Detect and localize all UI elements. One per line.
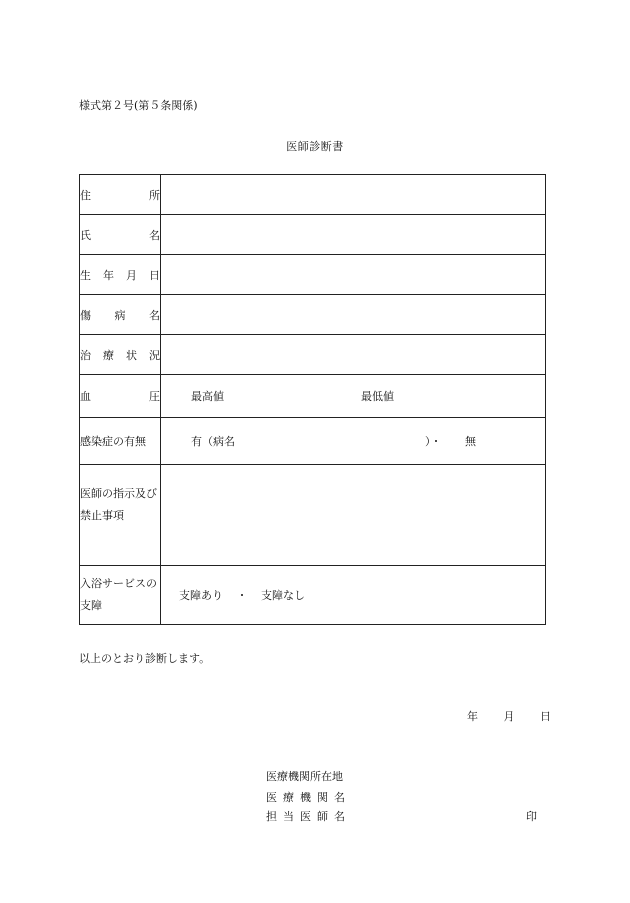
document-title: 医師診断書 (286, 140, 344, 153)
row-bathing (80, 566, 546, 625)
date-month: 月 (503, 710, 515, 723)
label-infection: 感染症の有無 (80, 418, 161, 465)
form-number: 様式第２号(第５条関係) (79, 99, 198, 112)
bathing-option-no[interactable]: 支障なし (261, 589, 305, 602)
label-address: 住 所 (80, 188, 160, 202)
closing-statement: 以上のとおり診断します。 (79, 652, 211, 665)
field-blood-pressure[interactable] (161, 375, 546, 418)
label-instructions: 医師の指示及び禁止事項 (80, 487, 157, 522)
field-bathing[interactable] (161, 566, 546, 625)
label-blood-pressure: 血 圧 (80, 390, 160, 403)
row-injury (80, 295, 546, 335)
row-treatment (80, 335, 546, 375)
row-address (80, 175, 546, 215)
row-birthdate (80, 255, 546, 295)
field-name[interactable] (161, 215, 546, 255)
date-day: 日 (540, 710, 551, 723)
bathing-separator: ・ (236, 589, 248, 602)
label-bathing: 入浴サービスの支障 (80, 577, 157, 612)
label-name: 氏 名 (80, 228, 160, 242)
row-infection (80, 418, 546, 465)
signature-address-label: 医療機関所在地 (266, 770, 343, 783)
field-infection[interactable] (161, 418, 546, 465)
label-birthdate: 生 年 月 日 (80, 268, 160, 282)
row-blood-pressure (80, 375, 546, 418)
signature-doctor-label: 担当医師名 (266, 810, 351, 823)
field-treatment[interactable] (161, 335, 546, 375)
date-line (445, 708, 551, 724)
row-instructions (80, 465, 546, 566)
diagnosis-form-table (79, 174, 546, 625)
signature-institution-label: 医療機関名 (266, 791, 351, 804)
bathing-option-yes[interactable]: 支障あり (179, 589, 223, 602)
infection-no-label: 無 (465, 435, 476, 448)
seal-mark: 印 (526, 810, 537, 823)
bp-max-label: 最高値 (191, 390, 224, 403)
infection-yes-label: 有（病名 (191, 435, 235, 448)
infection-close: ）・ (425, 435, 442, 448)
bp-min-label: 最低値 (361, 390, 394, 403)
row-name (80, 215, 546, 255)
field-birthdate[interactable] (161, 255, 546, 295)
field-address[interactable] (161, 175, 546, 215)
field-instructions[interactable] (161, 465, 546, 566)
label-treatment: 治 療 状 況 (80, 348, 160, 362)
label-injury: 傷 病 名 (80, 308, 160, 322)
date-year: 年 (467, 710, 478, 723)
field-injury[interactable] (161, 295, 546, 335)
